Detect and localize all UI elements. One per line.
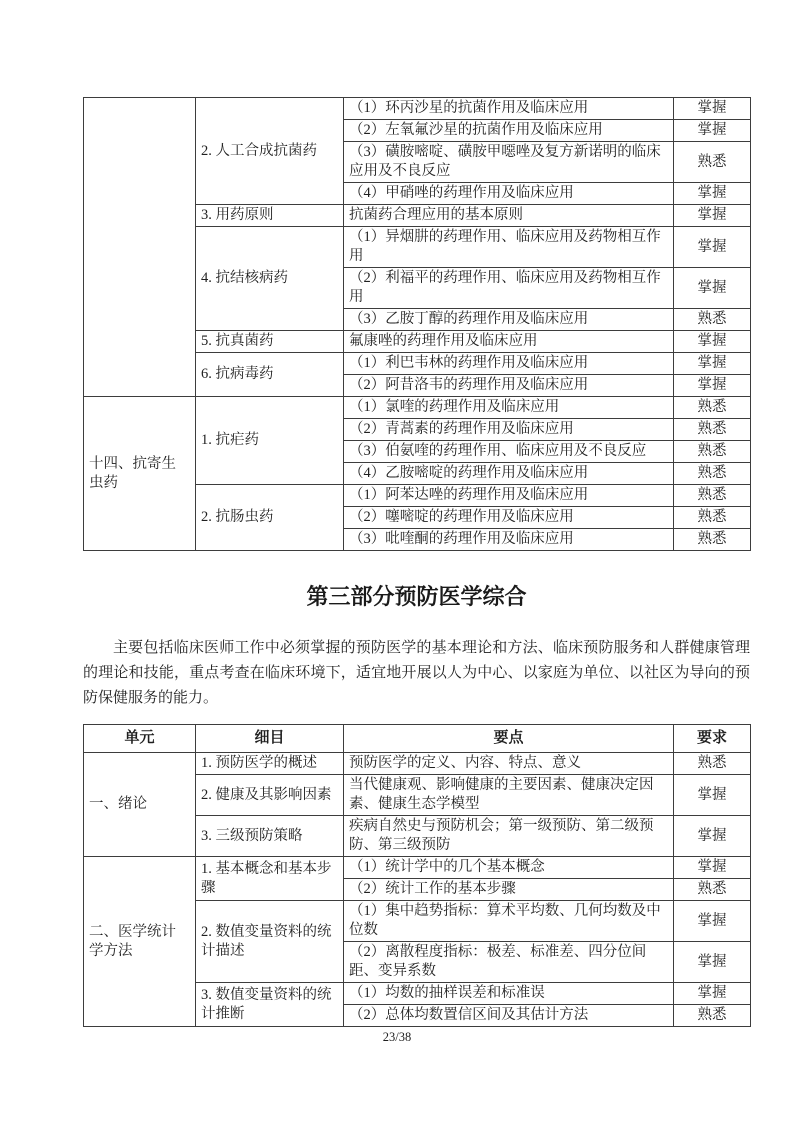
point-cell: 氟康唑的药理作用及临床应用	[344, 331, 674, 353]
item-cell: 6. 抗病毒药	[196, 353, 344, 397]
pharmacology-syllabus-table	[83, 97, 751, 551]
requirement-cell: 掌握	[674, 205, 751, 227]
unit-cell: 一、绪论	[84, 753, 196, 857]
column-header: 要点	[344, 725, 674, 753]
point-cell: 当代健康观、影响健康的主要因素、健康决定因素、健康生态学模型	[344, 775, 674, 816]
section-intro-paragraph: 主要包括临床医师工作中必须掌握的预防医学的基本理论和方法、临床预防服务和人群健康管理的理论和技能，重点考查在临床环境下，适宜地开展以人为中心、以家庭为单位、以社区为导向的预防保健服务的能力。	[83, 640, 750, 706]
point-cell: （1）异烟肼的药理作用、临床应用及药物相互作用	[344, 227, 674, 268]
column-header: 细目	[196, 725, 344, 753]
item-cell: 1. 预防医学的概述	[196, 753, 344, 775]
requirement-cell: 掌握	[674, 227, 751, 268]
point-cell: （1）统计学中的几个基本概念	[344, 857, 674, 879]
requirement-cell: 熟悉	[674, 753, 751, 775]
point-cell: （1）均数的抽样误差和标准误	[344, 983, 674, 1005]
requirement-cell: 熟悉	[674, 879, 751, 901]
requirement-cell: 熟悉	[674, 485, 751, 507]
point-cell: （2）阿昔洛韦的药理作用及临床应用	[344, 375, 674, 397]
point-cell: （3）磺胺嘧啶、磺胺甲噁唑及复方新诺明的临床应用及不良反应	[344, 142, 674, 183]
column-header: 单元	[84, 725, 196, 753]
page-content	[83, 97, 750, 1027]
item-cell: 2. 健康及其影响因素	[196, 775, 344, 816]
point-cell: （1）集中趋势指标：算术平均数、几何均数及中位数	[344, 901, 674, 942]
point-cell: （2）总体均数置信区间及其估计方法	[344, 1005, 674, 1027]
requirement-cell: 掌握	[674, 268, 751, 309]
point-cell: （3）乙胺丁醇的药理作用及临床应用	[344, 309, 674, 331]
point-cell: 抗菌药合理应用的基本原则	[344, 205, 674, 227]
point-cell: （1）环丙沙星的抗菌作用及临床应用	[344, 98, 674, 120]
requirement-cell: 掌握	[674, 120, 751, 142]
item-cell: 2. 抗肠虫药	[196, 485, 344, 551]
requirement-cell: 掌握	[674, 353, 751, 375]
item-cell: 5. 抗真菌药	[196, 331, 344, 353]
requirement-cell: 掌握	[674, 331, 751, 353]
requirement-cell: 掌握	[674, 942, 751, 983]
requirement-cell: 掌握	[674, 375, 751, 397]
requirement-cell: 掌握	[674, 775, 751, 816]
column-header: 要求	[674, 725, 751, 753]
item-cell: 1. 抗疟药	[196, 397, 344, 485]
point-cell: （1）阿苯达唑的药理作用及临床应用	[344, 485, 674, 507]
point-cell: （3）吡喹酮的药理作用及临床应用	[344, 529, 674, 551]
point-cell: （4）乙胺嘧啶的药理作用及临床应用	[344, 463, 674, 485]
table-row	[84, 753, 751, 775]
requirement-cell: 掌握	[674, 98, 751, 120]
item-cell: 4. 抗结核病药	[196, 227, 344, 331]
point-cell: （4）甲硝唑的药理作用及临床应用	[344, 183, 674, 205]
item-cell: 2. 数值变量资料的统计描述	[196, 901, 344, 983]
point-cell: （1）利巴韦林的药理作用及临床应用	[344, 353, 674, 375]
point-cell: （2）离散程度指标：极差、标准差、四分位间距、变异系数	[344, 942, 674, 983]
requirement-cell: 掌握	[674, 816, 751, 857]
point-cell: （2）利福平的药理作用、临床应用及药物相互作用	[344, 268, 674, 309]
point-cell: （2）青蒿素的药理作用及临床应用	[344, 419, 674, 441]
item-cell: 1. 基本概念和基本步骤	[196, 857, 344, 901]
requirement-cell: 熟悉	[674, 397, 751, 419]
header-row	[84, 725, 751, 753]
requirement-cell: 掌握	[674, 901, 751, 942]
pharmacology-table-mount	[83, 97, 750, 551]
requirement-cell: 掌握	[674, 983, 751, 1005]
item-cell: 3. 三级预防策略	[196, 816, 344, 857]
table-row	[84, 98, 751, 120]
preventive-medicine-table-mount	[83, 724, 750, 1027]
point-cell: （1）氯喹的药理作用及临床应用	[344, 397, 674, 419]
unit-cell: 二、医学统计学方法	[84, 857, 196, 1027]
item-cell: 3. 数值变量资料的统计推断	[196, 983, 344, 1027]
requirement-cell: 熟悉	[674, 419, 751, 441]
requirement-cell: 熟悉	[674, 463, 751, 485]
requirement-cell: 掌握	[674, 857, 751, 879]
requirement-cell: 熟悉	[674, 1005, 751, 1027]
item-cell: 3. 用药原则	[196, 205, 344, 227]
point-cell: （2）左氧氟沙星的抗菌作用及临床应用	[344, 120, 674, 142]
item-cell: 2. 人工合成抗菌药	[196, 98, 344, 205]
point-cell: 疾病自然史与预防机会；第一级预防、第二级预防、第三级预防	[344, 816, 674, 857]
unit-cell	[84, 98, 196, 397]
point-cell: （3）伯氨喹的药理作用、临床应用及不良反应	[344, 441, 674, 463]
requirement-cell: 熟悉	[674, 529, 751, 551]
requirement-cell: 熟悉	[674, 507, 751, 529]
requirement-cell: 掌握	[674, 183, 751, 205]
point-cell: 预防医学的定义、内容、特点、意义	[344, 753, 674, 775]
requirement-cell: 熟悉	[674, 309, 751, 331]
preventive-medicine-syllabus-table	[83, 724, 751, 1027]
table-row	[84, 397, 751, 419]
point-cell: （2）统计工作的基本步骤	[344, 879, 674, 901]
page-number: 23/38	[382, 1030, 412, 1044]
requirement-cell: 熟悉	[674, 441, 751, 463]
point-cell: （2）噻嘧啶的药理作用及临床应用	[344, 507, 674, 529]
table-row	[84, 857, 751, 879]
unit-cell: 十四、抗寄生虫药	[84, 397, 196, 551]
section-title: 第三部分预防医学综合	[306, 584, 527, 609]
requirement-cell: 熟悉	[674, 142, 751, 183]
